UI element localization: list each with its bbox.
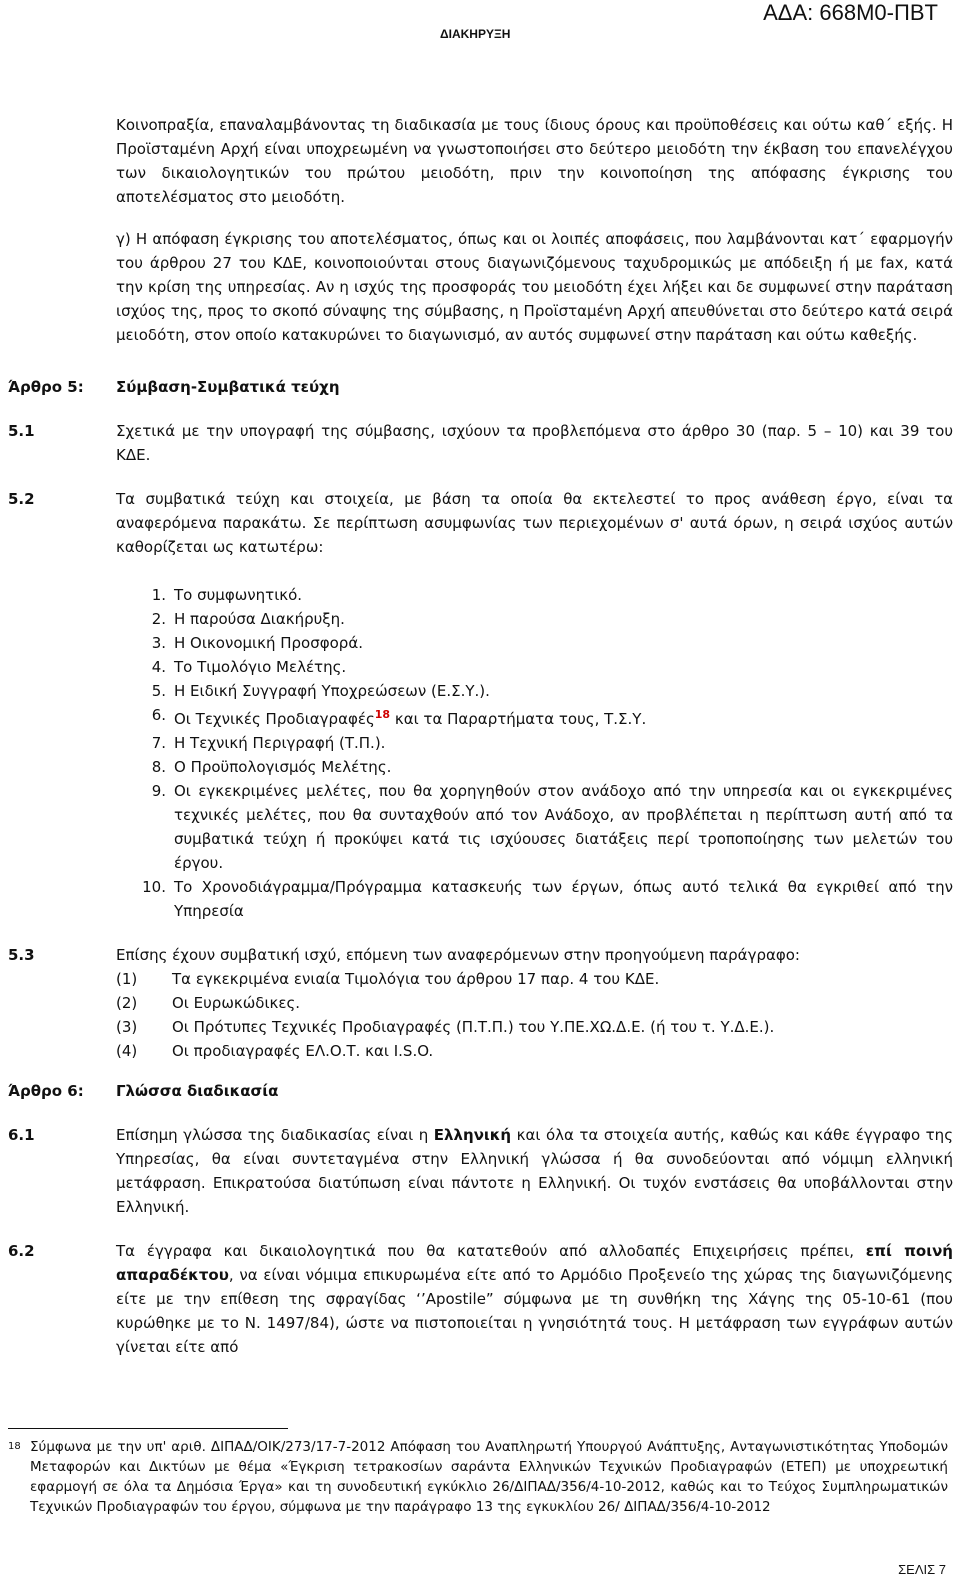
list-item bbox=[116, 755, 953, 779]
sub-item-text: Οι προδιαγραφές ΕΛ.Ο.Τ. και I.S.O. bbox=[172, 1042, 434, 1060]
sub-item bbox=[116, 967, 953, 991]
list-text: Ο Προϋπολογισμός Μελέτης. bbox=[174, 758, 392, 776]
list-text bbox=[174, 703, 953, 731]
section-text bbox=[116, 1239, 953, 1359]
list-number: 7. bbox=[151, 734, 166, 752]
section-5-1 bbox=[8, 419, 953, 467]
list-text: Η παρούσα Διακήρυξη. bbox=[174, 610, 345, 628]
text-run: και όλα τα στοιχεία αυτής, καθώς και κάθε έγγραφο της Υπηρεσίας, θα είναι συντεταγμένα στην Ελληνική γλώσσα ή θα συνοδεύονται από νόμιμη ελληνική μετάφραση. Επικρατούσα διατύπωση είναι πάντοτε η Ελληνική. Οι τυχόν ενστάσεις θα υποβάλλονται στην Ελληνική. bbox=[116, 1126, 953, 1216]
list-item bbox=[116, 631, 953, 655]
list-item bbox=[116, 607, 953, 631]
list-item bbox=[116, 679, 953, 703]
footnote bbox=[8, 1437, 948, 1517]
contract-documents-list bbox=[116, 583, 953, 923]
article-5-label: Άρθρο 5: bbox=[8, 378, 84, 396]
sub-item-text: Οι Ευρωκώδικες. bbox=[172, 994, 301, 1012]
section-text: Σχετικά με την υπογραφή της σύμβασης, ισχύουν τα προβλεπόμενα στο άρθρο 30 (παρ. 5 – 10) και 39 του ΚΔΕ. bbox=[116, 422, 953, 464]
sub-item-key: (1) bbox=[116, 970, 138, 988]
list-item bbox=[116, 731, 953, 755]
list-number: 1. bbox=[151, 586, 166, 604]
list-number: 5. bbox=[151, 682, 166, 700]
sub-item-key: (2) bbox=[116, 994, 138, 1012]
list-text: Η Οικονομική Προσφορά. bbox=[174, 634, 363, 652]
list-text-part: Οι Τεχνικές Προδιαγραφές bbox=[174, 710, 375, 728]
sub-item bbox=[116, 1015, 953, 1039]
list-text-part: και τα Παραρτήματα τους, Τ.Σ.Υ. bbox=[390, 710, 647, 728]
section-text: Επίσης έχουν συμβατική ισχύ, επόμενη των αναφερόμενων στην προηγούμενη παράγραφο: bbox=[116, 946, 800, 964]
list-number: 2. bbox=[151, 610, 166, 628]
text-run: Επίσημη γλώσσα της διαδικασίας είναι η bbox=[116, 1126, 434, 1144]
sub-item-text: Οι Πρότυπες Τεχνικές Προδιαγραφές (Π.Τ.Π.) του Υ.ΠΕ.ΧΩ.Δ.Ε. (ή του τ. Υ.Δ.Ε.). bbox=[172, 1018, 775, 1036]
sub-item-key: (3) bbox=[116, 1018, 138, 1036]
list-text: Το Χρονοδιάγραμμα/Πρόγραμμα κατασκευής των έργων, όπως αυτό τελικά θα εγκριθεί από την Υπηρεσία bbox=[174, 878, 953, 920]
list-item bbox=[116, 655, 953, 679]
sub-item bbox=[116, 991, 953, 1015]
text-run: , να είναι νόμιμα επικυρωμένα είτε από το Αρμόδιο Προξενείο της χώρας της διαγωνιζόμενης είτε με την επίθεση της σφραγίδας ‘’Apostile” σύμφωνα με τη συνθήκη της Χάγης της 05-10-61 (που κυρώθηκε με το Ν. 1497/84), ώστε να πιστοποιείται η γνησιότητά τους. Η μετάφραση των εγγράφων αυτών γίνεται είτε από bbox=[116, 1266, 953, 1356]
section-text bbox=[116, 1123, 953, 1219]
section-6-2 bbox=[8, 1239, 953, 1359]
list-number: 6. bbox=[151, 706, 166, 724]
footnote-text: Σύμφωνα με την υπ' αριθ. ΔΙΠΑΔ/ΟΙΚ/273/17-7-2012 Απόφαση του Αναπληρωτή Υπουργού Ανάπτυξης, Ανταγωνιστικότητας Υποδομών Μεταφορών και Δικτύων με θέμα «Έγκριση τετρακοσίων σαράντα Ελληνικών Τεχνικών Προδιαγραφών (ΕΤΕΠ) με υποχρεωτική εφαρμογή σε όλα τα Δημόσια Έργα» και τη συνοδευτική εγκύκλιο 26/ΔΙΠΑΔ/356/4-10-2012, καθώς και το Τεύχος Συμπληρωματικών Τεχνικών Προδιαγραφών του έργου, σύμφωνα με την παράγραφο 13 της εγκυκλίου 26/ ΔΙΠΑΔ/356/4-10-2012 bbox=[30, 1439, 948, 1515]
list-text: Η Τεχνική Περιγραφή (Τ.Π.). bbox=[174, 734, 386, 752]
section-text: Τα συμβατικά τεύχη και στοιχεία, με βάση τα οποία θα εκτελεστεί το προς ανάθεση έργο, είναι τα αναφερόμενα παρακάτω. Σε περίπτωση ασυμφωνίας των περιεχομένων σ' αυτά όρων, η σειρά ισχύος αυτών καθορίζεται ως κατωτέρω: bbox=[116, 490, 953, 556]
list-text: Οι εγκεκριμένες μελέτες, που θα χορηγηθούν στον ανάδοχο από την υπηρεσία και οι εγκεκριμένες τεχνικές μελέτες, που θα συνταχθούν από τον Ανάδοχο, αν προβλέπεται η περίπτωση αυτή από τα συμβατικά τεύχη ή προκύψει κατά τις ισχύουσες διατάξεις περί τροποποίησης των μελετών του έργου. bbox=[174, 782, 953, 872]
sub-item bbox=[116, 1039, 953, 1063]
section-number: 5.3 bbox=[8, 946, 35, 964]
section-number: 5.1 bbox=[8, 422, 35, 440]
list-number: 10. bbox=[142, 878, 166, 896]
article-5-heading bbox=[8, 375, 953, 399]
page-number: ΣΕΛΙΣ 7 bbox=[898, 1562, 946, 1577]
list-item bbox=[116, 875, 953, 923]
list-text: Το συμφωνητικό. bbox=[174, 586, 303, 604]
list-item bbox=[116, 583, 953, 607]
list-item bbox=[116, 703, 953, 731]
section-number: 6.2 bbox=[8, 1242, 35, 1260]
bold-text: Ελληνική bbox=[433, 1126, 512, 1144]
article-6-label: Άρθρο 6: bbox=[8, 1082, 84, 1100]
section-5-2 bbox=[8, 487, 953, 559]
ada-code: ΑΔΑ: 668Μ0-ΠΒΤ bbox=[763, 0, 938, 25]
article-6-title: Γλώσσα διαδικασία bbox=[116, 1082, 279, 1100]
list-number: 4. bbox=[151, 658, 166, 676]
sub-item-key: (4) bbox=[116, 1042, 138, 1060]
section-number: 6.1 bbox=[8, 1126, 35, 1144]
paragraph-c: γ) Η απόφαση έγκρισης του αποτελέσματος, όπως και οι λοιπές αποφάσεις, που λαμβάνονται κατ΄ εφαρμογήν του άρθρου 27 του ΚΔΕ, κοινοποιούνται στους διαγωνιζόμενους ταχυδρομικώς με απόδειξη ή με fax, κατά την κρίση της υπηρεσίας. Αν η ισχύς της προσφοράς του μειοδότη έχει λήξει και δε συμφωνεί στην παράταση ισχύος της, προς το σκοπό σύναψης της σύμβασης, η Προϊσταμένη Αρχή απευθύνεται στο δεύτερο κατά σειρά μειοδότη, στον οποίο κατακυρώνει το διαγωνισμό, αν αυτός συμφωνεί στην παράταση και ούτω καθεξής. bbox=[116, 230, 953, 344]
intro-paragraph: Κοινοπραξία, επαναλαμβάνοντας τη διαδικασία με τους ίδιους όρους και προϋποθέσεις και ούτω καθ΄ εξής. Η Προϊσταμένη Αρχή είναι υποχρεωμένη να γνωστοποιήσει στο δεύτερο μειοδότη την έκβαση του επανελέγχου των δικαιολογητικών του πρώτου μειοδότη, πριν την κοινοποίηση της απόφασης έγκρισης του αποτελέσματος στο μειοδότη. bbox=[116, 116, 953, 206]
article-5-title: Σύμβαση-Συμβατικά τεύχη bbox=[116, 378, 340, 396]
footnote-reference[interactable]: 18 bbox=[374, 708, 391, 721]
list-number: 9. bbox=[151, 782, 166, 800]
section-number: 5.2 bbox=[8, 490, 35, 508]
list-number: 3. bbox=[151, 634, 166, 652]
text-run: Τα έγγραφα και δικαιολογητικά που θα κατατεθούν από αλλοδαπές Επιχειρήσεις πρέπει, bbox=[116, 1242, 866, 1260]
section-6-1 bbox=[8, 1123, 953, 1219]
bold-text: επί ποινή απαραδέκτου bbox=[116, 1242, 953, 1284]
list-text: Η Ειδική Συγγραφή Υποχρεώσεων (Ε.Σ.Υ.). bbox=[174, 682, 490, 700]
section-5-3 bbox=[8, 943, 953, 1063]
list-item bbox=[116, 779, 953, 875]
sub-item-text: Τα εγκεκριμένα ενιαία Τιμολόγια του άρθρου 17 παρ. 4 του ΚΔΕ. bbox=[172, 970, 660, 988]
article-6-heading bbox=[8, 1079, 953, 1103]
document-type-header: ΔΙΑΚΗΡΥΞΗ bbox=[440, 27, 511, 41]
list-number: 8. bbox=[151, 758, 166, 776]
list-text: Το Τιμολόγιο Μελέτης. bbox=[174, 658, 347, 676]
document-body bbox=[8, 113, 953, 1359]
footnote-mark: 18 bbox=[8, 1441, 21, 1452]
footnote-separator bbox=[8, 1428, 288, 1429]
